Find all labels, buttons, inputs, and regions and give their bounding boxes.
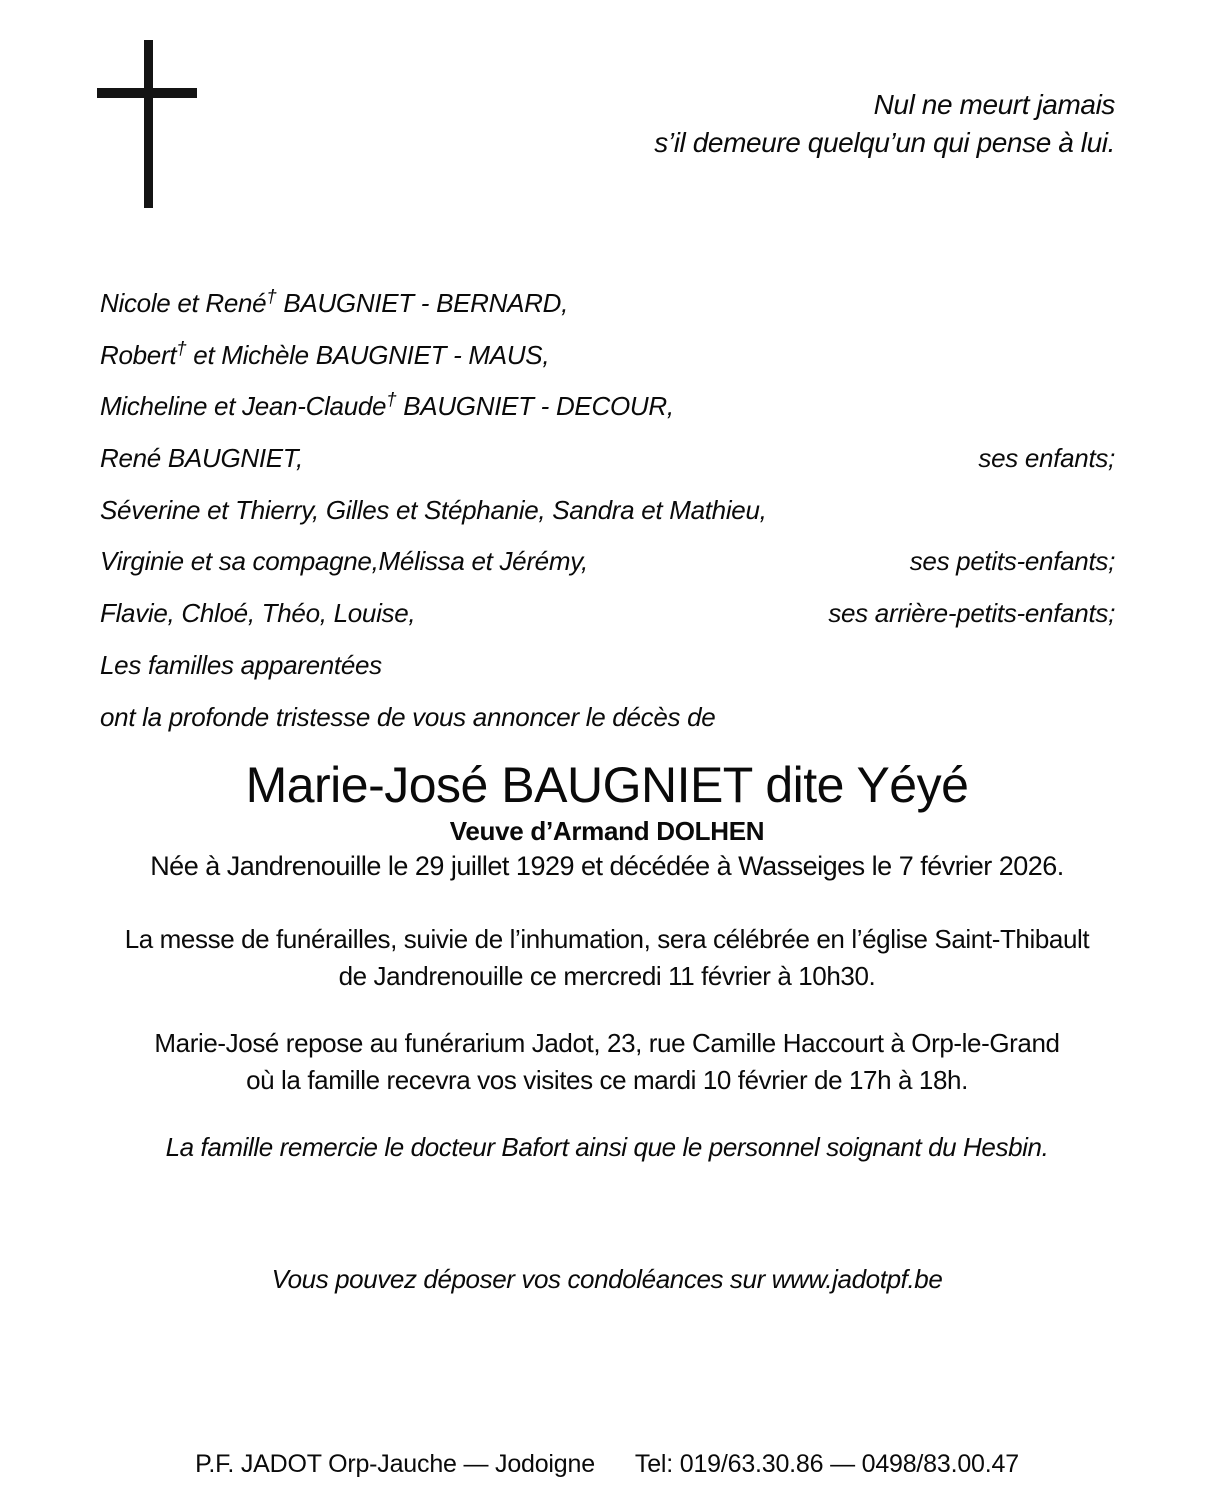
deceased-block — [0, 756, 1214, 884]
family-names: René BAUGNIET, — [100, 443, 303, 474]
visitation-line-2: où la famille recevra vos visites ce mardi 10 février de 17h à 18h. — [246, 1065, 968, 1095]
family-list — [100, 285, 1115, 753]
family-relation: ses enfants; — [978, 443, 1115, 474]
deceased-life-dates: Née à Jandrenouille le 29 juillet 1929 et décédée à Wasseiges le 7 février 2026. — [150, 851, 1064, 881]
ceremony-line-2: de Jandrenouille ce mercredi 11 février à 10h30. — [338, 961, 876, 991]
family-line — [100, 443, 1115, 495]
family-names: Micheline et Jean-Claude† BAUGNIET - DECOUR, — [100, 388, 674, 422]
family-line — [100, 495, 1115, 547]
deceased-name: Marie-José BAUGNIET dite Yéyé — [245, 757, 969, 813]
funeral-home-phone: Tel: 019/63.30.86 — 0498/83.00.47 — [634, 1450, 1019, 1478]
thanks-note: La famille remercie le docteur Bafort ainsi que le personnel soignant du Hesbin. — [165, 1132, 1049, 1162]
deceased-relation: Veuve d’Armand DOLHEN — [449, 816, 765, 846]
family-line — [100, 337, 1115, 392]
cross-vertical-bar — [144, 40, 153, 208]
family-relation: ses arrière-petits-enfants; — [828, 598, 1115, 629]
family-line — [100, 702, 1115, 754]
family-relation: ses petits-enfants; — [909, 546, 1115, 577]
family-names: Séverine et Thierry, Gilles et Stéphanie, Sandra et Mathieu, — [100, 494, 767, 525]
ceremony-line-1: La messe de funérailles, suivie de l’inhumation, sera célébrée en l’église Saint-Thibault — [124, 924, 1090, 954]
family-names: Les familles apparentées — [100, 649, 382, 680]
footer — [0, 1450, 1214, 1479]
visitation-line-1: Marie-José repose au funérarium Jadot, 23, rue Camille Haccourt à Orp-le-Grand — [154, 1028, 1060, 1058]
family-names: Nicole et René† BAUGNIET - BERNARD, — [100, 285, 569, 318]
funeral-home-name: P.F. JADOT Orp-Jauche — Jodoigne — [195, 1450, 595, 1478]
family-names: Flavie, Chloé, Théo, Louise, — [100, 598, 416, 629]
cross-horizontal-bar — [97, 88, 197, 98]
family-line — [100, 388, 1115, 443]
memorial-quote-line-1: Nul ne meurt jamais — [873, 89, 1115, 120]
family-names: Robert† et Michèle BAUGNIET - MAUS, — [100, 337, 550, 370]
family-line — [100, 285, 1115, 340]
condolences-note: Vous pouvez déposer vos condoléances sur www.jadotpf.be — [271, 1264, 943, 1294]
family-line — [100, 598, 1115, 650]
family-line — [100, 546, 1115, 598]
family-names: Virginie et sa compagne,Mélissa et Jérémy, — [100, 546, 588, 577]
memorial-quote-line-2: s’il demeure quelqu’un qui pense à lui. — [654, 127, 1115, 158]
visitation-info — [0, 1025, 1214, 1099]
announcement-sentence: ont la profonde tristesse de vous annoncer le décès de — [100, 701, 716, 732]
ceremony-info — [0, 921, 1214, 995]
memorial-quote — [654, 86, 1115, 162]
family-line — [100, 650, 1115, 702]
